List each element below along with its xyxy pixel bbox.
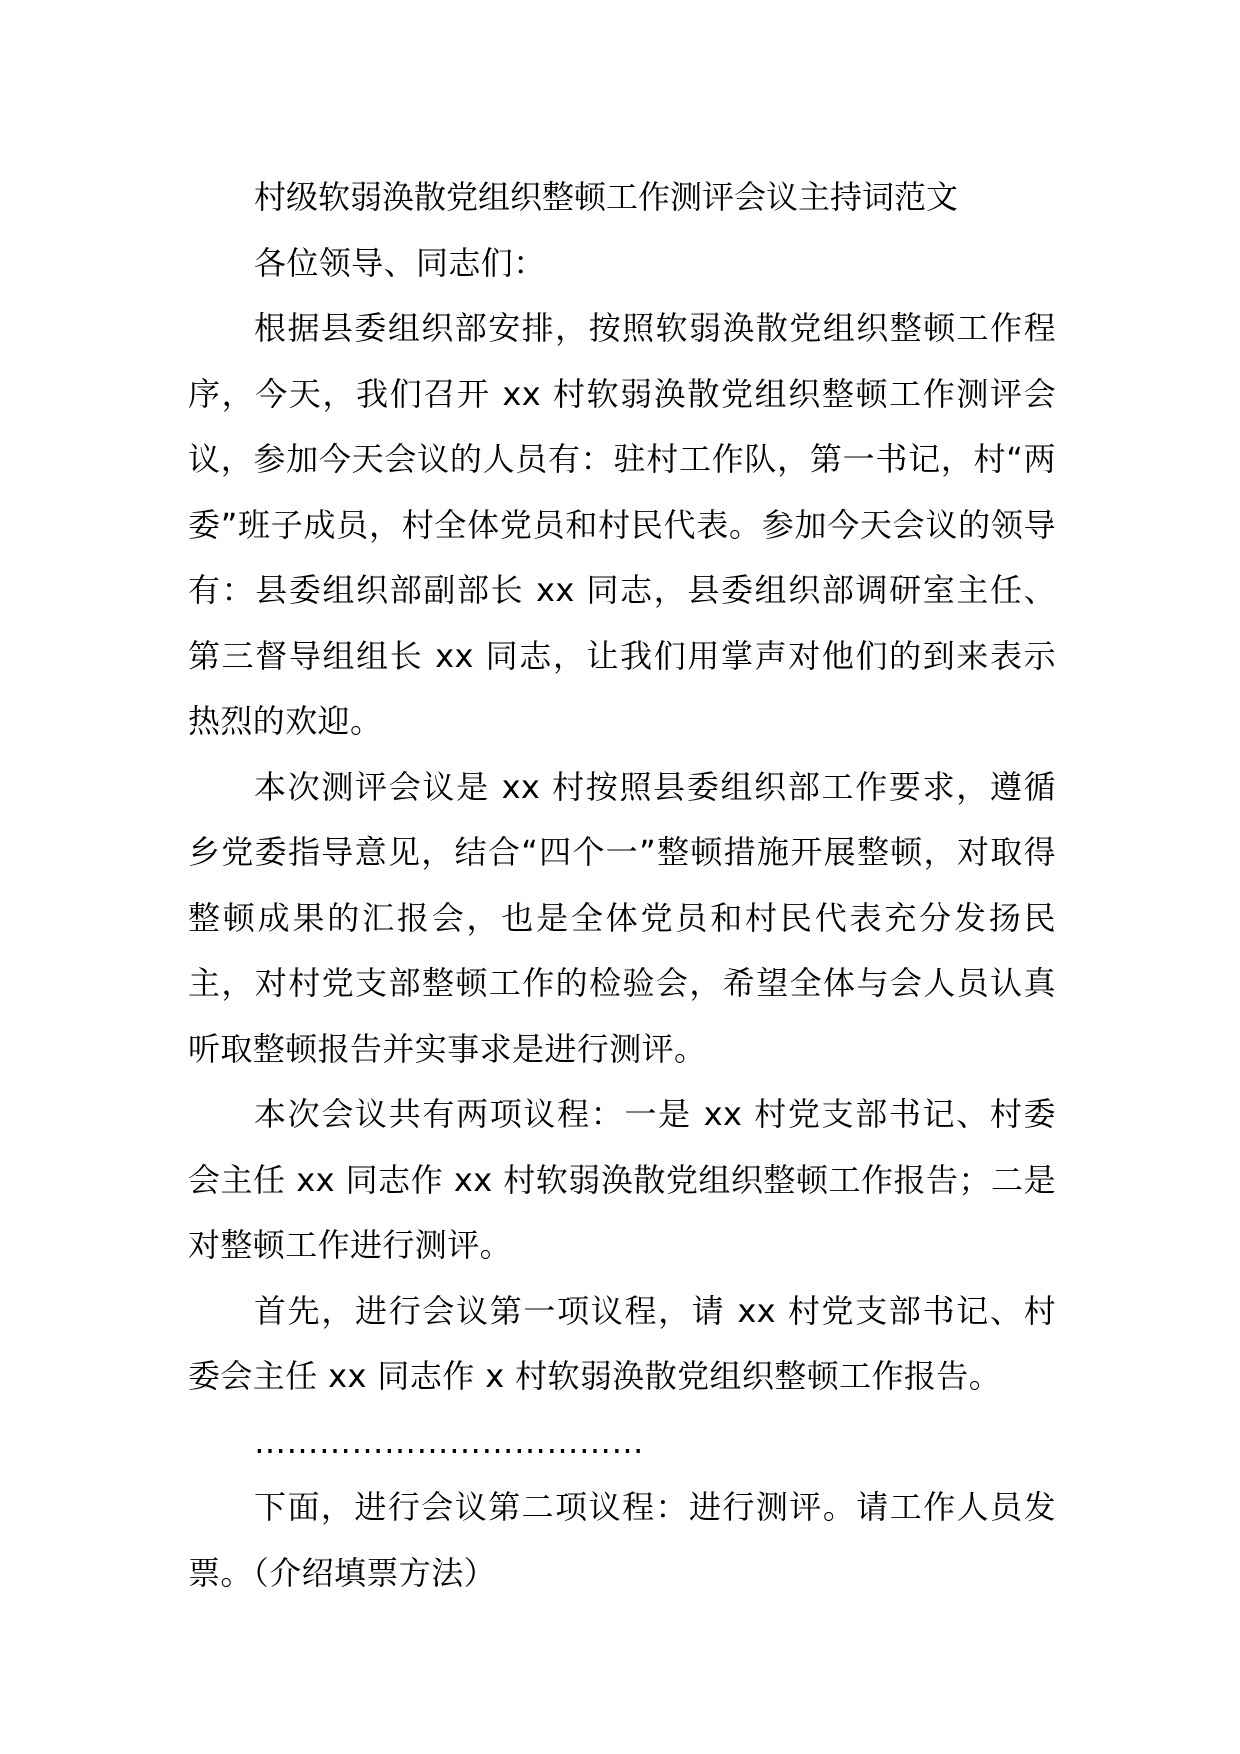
document-title: 村级软弱涣散党组织整顿工作测评会议主持词范文 (254, 178, 959, 216)
paragraph-agenda: 本次会议共有两项议程：一是 xx 村党支部书记、村委会主任 xx 同志作 xx 村软弱涣散党组织整顿工作报告；二是对整顿工作进行测评。 (188, 1095, 1056, 1264)
paragraph-arrangement: 根据县委组织部安排，按照软弱涣散党组织整顿工作程序，今天，我们召开 xx 村软弱涣散党组织整顿工作测评会议，参加今天会议的人员有：驻村工作队，第一书记，村“两委”班子成员，村全体党员和村民代表。参加今天会议的领导有：县委组织部副部长 xx 同志，县委组织部调研室主任、第三督导组组长 xx 同志，让我们用掌声对他们的到来表示热烈的欢迎。 (188, 309, 1056, 740)
greeting: 各位领导、同志们： (254, 243, 546, 282)
paragraph-first-item: 首先，进行会议第一项议程，请 xx 村党支部书记、村委会主任 xx 同志作 x 村软弱涣散党组织整顿工作报告。 (188, 1291, 1056, 1395)
ellipsis-line: ……………………………… (254, 1422, 644, 1461)
paragraph-second-item: 下面，进行会议第二项议程：进行测评。请工作人员发票。（介绍填票方法） (188, 1488, 1056, 1592)
paragraph-meeting-purpose: 本次测评会议是 xx 村按照县委组织部工作要求，遵循乡党委指导意见，结合“四个一”整顿措施开展整顿，对取得整顿成果的汇报会，也是全体党员和村民代表充分发扬民主，对村党支部整顿工作的检验会，希望全体与会人员认真听取整顿报告并实事求是进行测评。 (188, 767, 1056, 1068)
document-body (188, 165, 1056, 1606)
